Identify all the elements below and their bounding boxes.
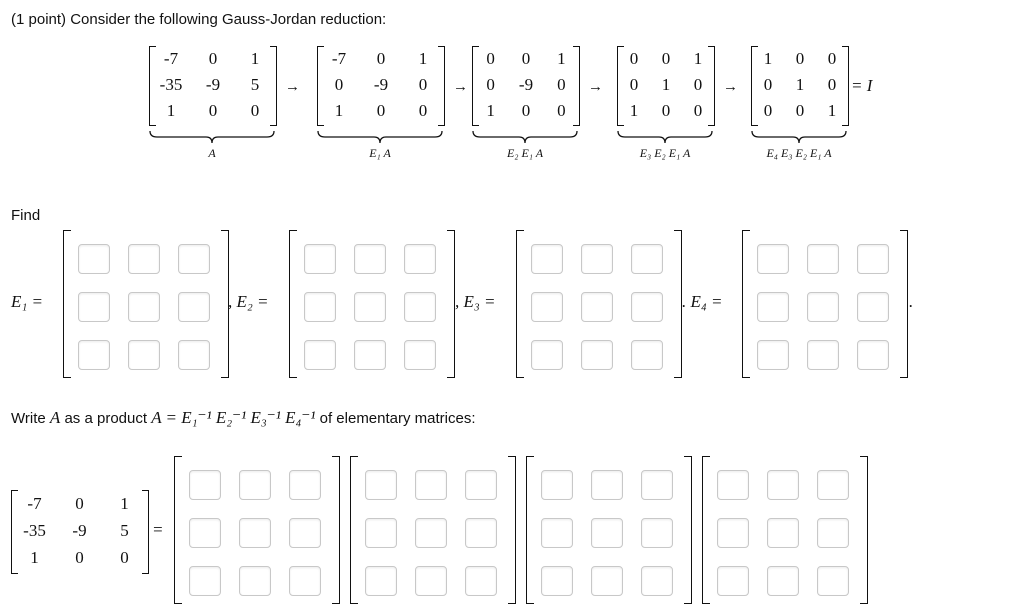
bracket-cap [703,603,710,604]
bracket-cap [318,46,324,47]
answer-input[interactable] [78,340,110,370]
bracket-cap [150,125,156,126]
matrix-entry: 0 [250,101,260,120]
bracket-cap [752,46,758,47]
matrix-entry: 0 [75,494,84,513]
reduction-matrix [472,46,580,126]
matrix-entry: 0 [557,75,566,94]
product-instruction: Write A as a product A = E₁⁻¹ E₂⁻¹ E₃⁻¹ E₄⁻¹ of elementary matrices: [11,408,476,427]
answer-input[interactable] [415,470,447,500]
answer-input[interactable] [767,518,799,548]
matrix-entry: 1 [250,49,260,68]
bracket-cap [142,490,148,491]
points-label: (1 point) [11,11,67,28]
matrix-entry: 0 [418,75,428,94]
answer-input[interactable] [415,518,447,548]
bracket-cap [517,230,524,231]
bracket-cap [473,125,479,126]
bracket-cap [674,377,681,378]
answer-input[interactable] [631,292,663,322]
answer-input[interactable] [581,340,613,370]
matrix-entry: 1 [693,49,703,68]
bracket-cap [175,603,182,604]
matrix-entry: 1 [486,101,495,120]
matrix-entry: 0 [75,548,84,567]
matrix-entry: -9 [72,521,87,540]
bracket-cap [351,456,358,457]
bracket-cap [12,490,18,491]
matrix-entry: -7 [163,49,179,68]
answer-input[interactable] [641,518,673,548]
answer-input[interactable] [591,566,623,596]
arrow-right: → [285,78,300,95]
answer-input[interactable] [78,292,110,322]
answer-input[interactable] [631,244,663,274]
answer-input[interactable] [365,470,397,500]
matrix-entry: 0 [376,49,386,68]
bracket-cap [473,46,479,47]
matrix-entry: 0 [486,75,495,94]
bracket-cap [508,456,515,457]
answer-input[interactable] [817,566,849,596]
answer-input[interactable] [354,292,386,322]
answer-input[interactable] [189,518,221,548]
bracket-cap [150,46,156,47]
bracket-cap [708,125,714,126]
bracket-cap [64,377,71,378]
matrix-entry: 0 [693,101,703,120]
answer-input[interactable] [465,518,497,548]
matrix-entry: 0 [334,75,344,94]
answer-input[interactable] [807,340,839,370]
matrix-entry: -35 [159,75,183,94]
matrix-entry: 5 [120,521,129,540]
bracket-cap [618,46,624,47]
answer-input[interactable] [591,518,623,548]
answer-input[interactable] [465,470,497,500]
arrow-right: → [453,78,468,95]
answer-input[interactable] [641,470,673,500]
answer-input[interactable] [189,566,221,596]
matrix-entry: 0 [120,548,129,567]
answer-input[interactable] [289,566,321,596]
matrix-a [11,490,149,574]
answer-input[interactable] [289,470,321,500]
brace-label: E₁ A [369,146,391,160]
matrix-entry: 0 [521,101,531,120]
bracket-cap [438,125,444,126]
answer-input[interactable] [531,244,563,274]
matrix-entry: 1 [661,75,671,94]
bracket-cap [743,230,750,231]
matrix-entry: 1 [795,75,805,94]
answer-input[interactable] [178,340,210,370]
matrix-entry: 0 [693,75,703,94]
answer-input[interactable] [404,244,436,274]
bracket-cap [508,603,515,604]
bracket-cap [860,456,867,457]
matrix-entry: 0 [376,101,386,120]
bracket-cap [290,230,297,231]
answer-input[interactable] [581,292,613,322]
underbrace [751,130,847,144]
matrix-entry: 0 [486,49,495,68]
answer-input[interactable] [178,292,210,322]
answer-input[interactable] [757,292,789,322]
matrix-entry: 0 [208,101,218,120]
bracket-cap [618,125,624,126]
answer-input[interactable] [757,244,789,274]
answer-input[interactable] [404,340,436,370]
answer-input[interactable] [807,292,839,322]
matrix-entry: 1 [827,101,837,120]
answer-input[interactable] [807,244,839,274]
matrix-entry: 0 [795,49,805,68]
elementary-matrix-4 [742,230,908,378]
matrix-entry: 5 [250,75,260,94]
matrix-entry: 0 [795,101,805,120]
matrix-entry: 0 [208,49,218,68]
bracket-cap [573,125,579,126]
bracket-cap [900,230,907,231]
answer-input[interactable] [717,470,749,500]
matrix-entry: 1 [418,49,428,68]
answer-input[interactable] [304,292,336,322]
matrix-entry: 1 [629,101,639,120]
underbrace [149,130,275,144]
bracket-cap [175,456,182,457]
bracket-cap [708,46,714,47]
arrow-right: → [723,78,738,95]
product-equals: = [152,520,164,539]
answer-input[interactable] [641,566,673,596]
answer-input[interactable] [239,566,271,596]
find-label: Find [11,207,41,224]
answer-input[interactable] [354,244,386,274]
elementary-matrix-2 [289,230,455,378]
matrix-entry: 0 [661,49,671,68]
inverse-matrix-4 [702,456,868,604]
answer-input[interactable] [365,518,397,548]
matrix-entry: 0 [557,101,566,120]
answer-input[interactable] [767,470,799,500]
problem-header [11,11,386,28]
underbrace [617,130,713,144]
brace-label: E₂ E₁ A [506,146,544,160]
arrow-right: → [588,78,603,95]
matrix-entry: 0 [827,75,837,94]
bracket-cap [221,377,228,378]
bracket-cap [743,377,750,378]
bracket-cap [64,230,71,231]
reduction-matrix [617,46,715,126]
answer-input[interactable] [404,292,436,322]
bracket-cap [703,456,710,457]
answer-input[interactable] [541,518,573,548]
answer-input[interactable] [128,244,160,274]
brace-label: E₄ E₃ E₂ E₁ A [766,146,832,160]
answer-input[interactable] [415,566,447,596]
answer-input[interactable] [239,518,271,548]
bracket-cap [332,456,339,457]
matrix-entry: -9 [518,75,534,94]
underbrace [472,130,578,144]
answer-input[interactable] [817,518,849,548]
answer-input[interactable] [581,244,613,274]
bracket-cap [351,603,358,604]
answer-input[interactable] [717,566,749,596]
brace-label: E₃ E₂ E₁ A [639,146,691,160]
answer-input[interactable] [817,470,849,500]
matrix-entry: 1 [166,101,176,120]
answer-input[interactable] [531,292,563,322]
matrix-entry: -35 [23,521,46,540]
bracket-cap [842,125,848,126]
bracket-cap [527,456,534,457]
matrix-name-label: . E₄ = [682,292,723,311]
matrix-entry: -7 [27,494,42,513]
bracket-cap [270,125,276,126]
matrix-entry: -9 [205,75,221,94]
matrix-entry: 0 [763,101,773,120]
matrix-entry: 0 [763,75,773,94]
bracket-cap [517,377,524,378]
bracket-cap [684,603,691,604]
answer-input[interactable] [717,518,749,548]
answer-input[interactable] [365,566,397,596]
matrix-name-label: , E₂ = [228,292,269,311]
answer-input[interactable] [304,340,336,370]
answer-input[interactable] [239,470,271,500]
bracket-cap [684,456,691,457]
reduction-matrix [149,46,277,126]
bracket-cap [447,377,454,378]
matrix-name-label: E₁ = [11,292,44,311]
answer-input[interactable] [531,340,563,370]
answer-input[interactable] [767,566,799,596]
answer-input[interactable] [631,340,663,370]
answer-input[interactable] [78,244,110,274]
bracket-cap [438,46,444,47]
underbrace [317,130,443,144]
answer-input[interactable] [304,244,336,274]
brace-label: A [208,146,216,160]
bracket-cap [752,125,758,126]
answer-input[interactable] [857,340,889,370]
matrix-entry: 1 [763,49,773,68]
bracket-cap [527,603,534,604]
inverse-matrix-1 [174,456,340,604]
answer-input[interactable] [128,340,160,370]
bracket-cap [573,46,579,47]
answer-input[interactable] [354,340,386,370]
matrix-entry: 0 [418,101,428,120]
bracket-cap [221,230,228,231]
matrix-entry: 0 [629,75,639,94]
answer-input[interactable] [857,292,889,322]
bracket-cap [674,230,681,231]
matrix-entry: 1 [334,101,344,120]
answer-input[interactable] [289,518,321,548]
bracket-cap [290,377,297,378]
reduction-matrix [317,46,445,126]
answer-input[interactable] [189,470,221,500]
elementary-matrix-1 [63,230,229,378]
matrix-entry: 0 [629,49,639,68]
reduction-matrix [751,46,849,126]
matrix-entry: 0 [661,101,671,120]
matrix-entry: 0 [827,49,837,68]
bracket-cap [860,603,867,604]
inverse-matrix-3 [526,456,692,604]
bracket-cap [270,46,276,47]
matrix-entry: 1 [557,49,566,68]
bracket-cap [842,46,848,47]
answer-input[interactable] [178,244,210,274]
bracket-cap [12,573,18,574]
answer-input[interactable] [541,566,573,596]
answer-input[interactable] [757,340,789,370]
elementary-matrix-3 [516,230,682,378]
matrix-entry: -7 [331,49,347,68]
bracket-cap [142,573,148,574]
bracket-cap [318,125,324,126]
answer-input[interactable] [541,470,573,500]
product-formula: A = E₁⁻¹ E₂⁻¹ E₃⁻¹ E₄⁻¹ [151,408,316,427]
answer-input[interactable] [591,470,623,500]
bracket-cap [900,377,907,378]
matrix-entry: 0 [521,49,531,68]
inverse-matrix-2 [350,456,516,604]
answer-input[interactable] [128,292,160,322]
answer-input[interactable] [857,244,889,274]
matrix-entry: 1 [120,494,129,513]
problem-prompt: Consider the following Gauss-Jordan reduction: [70,11,387,28]
answer-input[interactable] [465,566,497,596]
matrix-name-label: , E₃ = [455,292,496,311]
bracket-cap [332,603,339,604]
matrix-entry: -9 [373,75,389,94]
end-period: . [909,292,914,311]
matrix-entry: 1 [30,548,39,567]
identity-equals: = I [851,76,873,95]
bracket-cap [447,230,454,231]
